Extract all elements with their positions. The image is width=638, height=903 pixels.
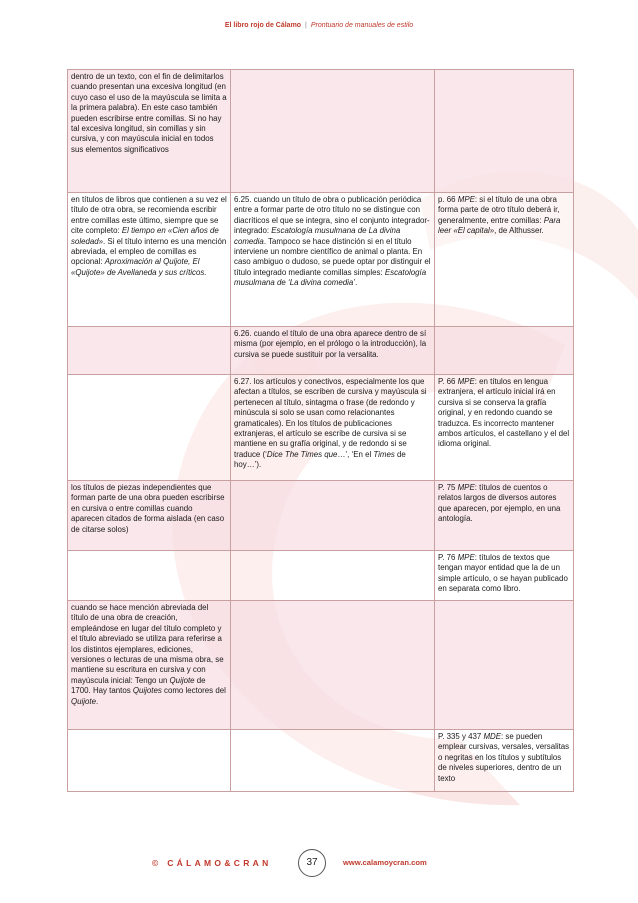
- table-row: [68, 601, 574, 730]
- table-cell: [231, 70, 435, 193]
- style-comparison-table: [67, 69, 574, 792]
- table-cell: P. 75 MPE: títulos de cuentos o relatos largos de diversos autores que aparecen, por ejemplo, en una antología.: [435, 481, 574, 551]
- table-row: [68, 70, 574, 193]
- table-cell: [231, 551, 435, 601]
- table-cell: [435, 70, 574, 193]
- table-row: [68, 375, 574, 481]
- page-footer: [0, 849, 638, 879]
- table-cell: p. 66 MPE: si el título de una obra forma parte de otro título deberá ir, generalmente, entre comillas: Para leer «El capital», de Althusser.: [435, 193, 574, 327]
- table-cell: [231, 601, 435, 730]
- table-cell: [68, 327, 231, 375]
- table-cell: [231, 481, 435, 551]
- table-row: [68, 327, 574, 375]
- table-cell: [68, 375, 231, 481]
- table-cell: dentro de un texto, con el fin de delimitarlos cuando presentan una excesiva longitud (en cuyo caso el uso de la mayúscula se limita a la primera palabra). En este caso también pueden escribirse entre comillas. Si no hay tal excesiva longitud, sin comillas y sin cursiva, y con mayúscula inicial en todos sus elementos significativos: [68, 70, 231, 193]
- table-row: [68, 481, 574, 551]
- table-cell: P. 66 MPE: en títulos en lengua extranjera, el artículo inicial irá en cursiva si se conserva la grafía original, y en redondo cuando se traduzca. Es incorrecto mantener ambos artículos, el castellano y el del idioma original.: [435, 375, 574, 481]
- page-number: 37: [298, 849, 326, 877]
- table-cell: cuando se hace mención abreviada del título de una obra de creación, empleándose en lugar del título completo y el título abreviado se utiliza para referirse a los distintos ejemplares, ediciones, versiones o lecturas de una misma obra, se mantiene su escritura en cursiva y con mayúscula inicial: Tengo un Quijote de 1700. Hay tantos Quijotes como lectores del Quijote.: [68, 601, 231, 730]
- table-cell: 6.25. cuando un título de obra o publicación periódica entre a formar parte de otro título no se distingue con diacríticos el que se integra, sino el conjunto integrador-integrado: Escatología musulmana de La divina comedia. Tampoco se hace distinción si en el título interviene un nombre científico de animal o planta. En caso ambiguo o dudoso, se puede optar por distinguir el título integrado mediante comillas simples: Escatología musulmana de ‘La divina comedia’.: [231, 193, 435, 327]
- table-cell: P. 335 y 437 MDE: se pueden emplear cursivas, versales, versalitas o negritas en los títulos y subtítulos de niveles superiores, dentro de un texto: [435, 730, 574, 792]
- header-subtitle: Prontuario de manuales de estilo: [310, 22, 414, 29]
- table-cell: [435, 601, 574, 730]
- table-cell: [68, 551, 231, 601]
- page-header: [0, 22, 638, 29]
- table-cell: 6.26. cuando el título de una obra aparece dentro de sí misma (por ejemplo, en el prólogo o la introducción), la cursiva se puede sustituir por la versalita.: [231, 327, 435, 375]
- header-separator: |: [305, 22, 307, 29]
- table-row: [68, 730, 574, 792]
- table-cell: [435, 327, 574, 375]
- table-row: [68, 551, 574, 601]
- book-title: El libro rojo de Cálamo: [224, 22, 302, 29]
- table-cell: en títulos de libros que contienen a su vez el título de otra obra, se recomienda escribir entre comillas este último, siempre que se cite completo: El tiempo en «Cien años de soledad». Si el título interno es una mención abreviada, el empleo de comillas es opcional: Aproximación al Quijote, El «Quijote» de Avellaneda y sus críticos.: [68, 193, 231, 327]
- footer-brand: © CÁLAMO&CRAN: [152, 858, 272, 868]
- table-cell: 6.27. los artículos y conectivos, especialmente los que afectan a títulos, se escriben de cursiva y mayúscula si pertenecen al título, sintagma o frase (de redondo y minúscula si solo se usan como relacionantes gramaticales). En los títulos de publicaciones extranjeras, el artículo se escribe de cursiva si se mantiene en su grafía original, y de redondo si se traduce (‘Dice The Times que…’, ‘En el Times de hoy…’).: [231, 375, 435, 481]
- table-cell: P. 76 MPE: títulos de textos que tengan mayor entidad que la de un simple artículo, o se hayan publicado en separata como libro.: [435, 551, 574, 601]
- table-cell: los títulos de piezas independientes que forman parte de una obra pueden escribirse en cursiva o entre comillas cuando aparecen citados de forma aislada (en caso de citarse solos): [68, 481, 231, 551]
- table-row: [68, 193, 574, 327]
- table-cell: [68, 730, 231, 792]
- footer-url[interactable]: www.calamoycran.com: [343, 858, 427, 867]
- table-cell: [231, 730, 435, 792]
